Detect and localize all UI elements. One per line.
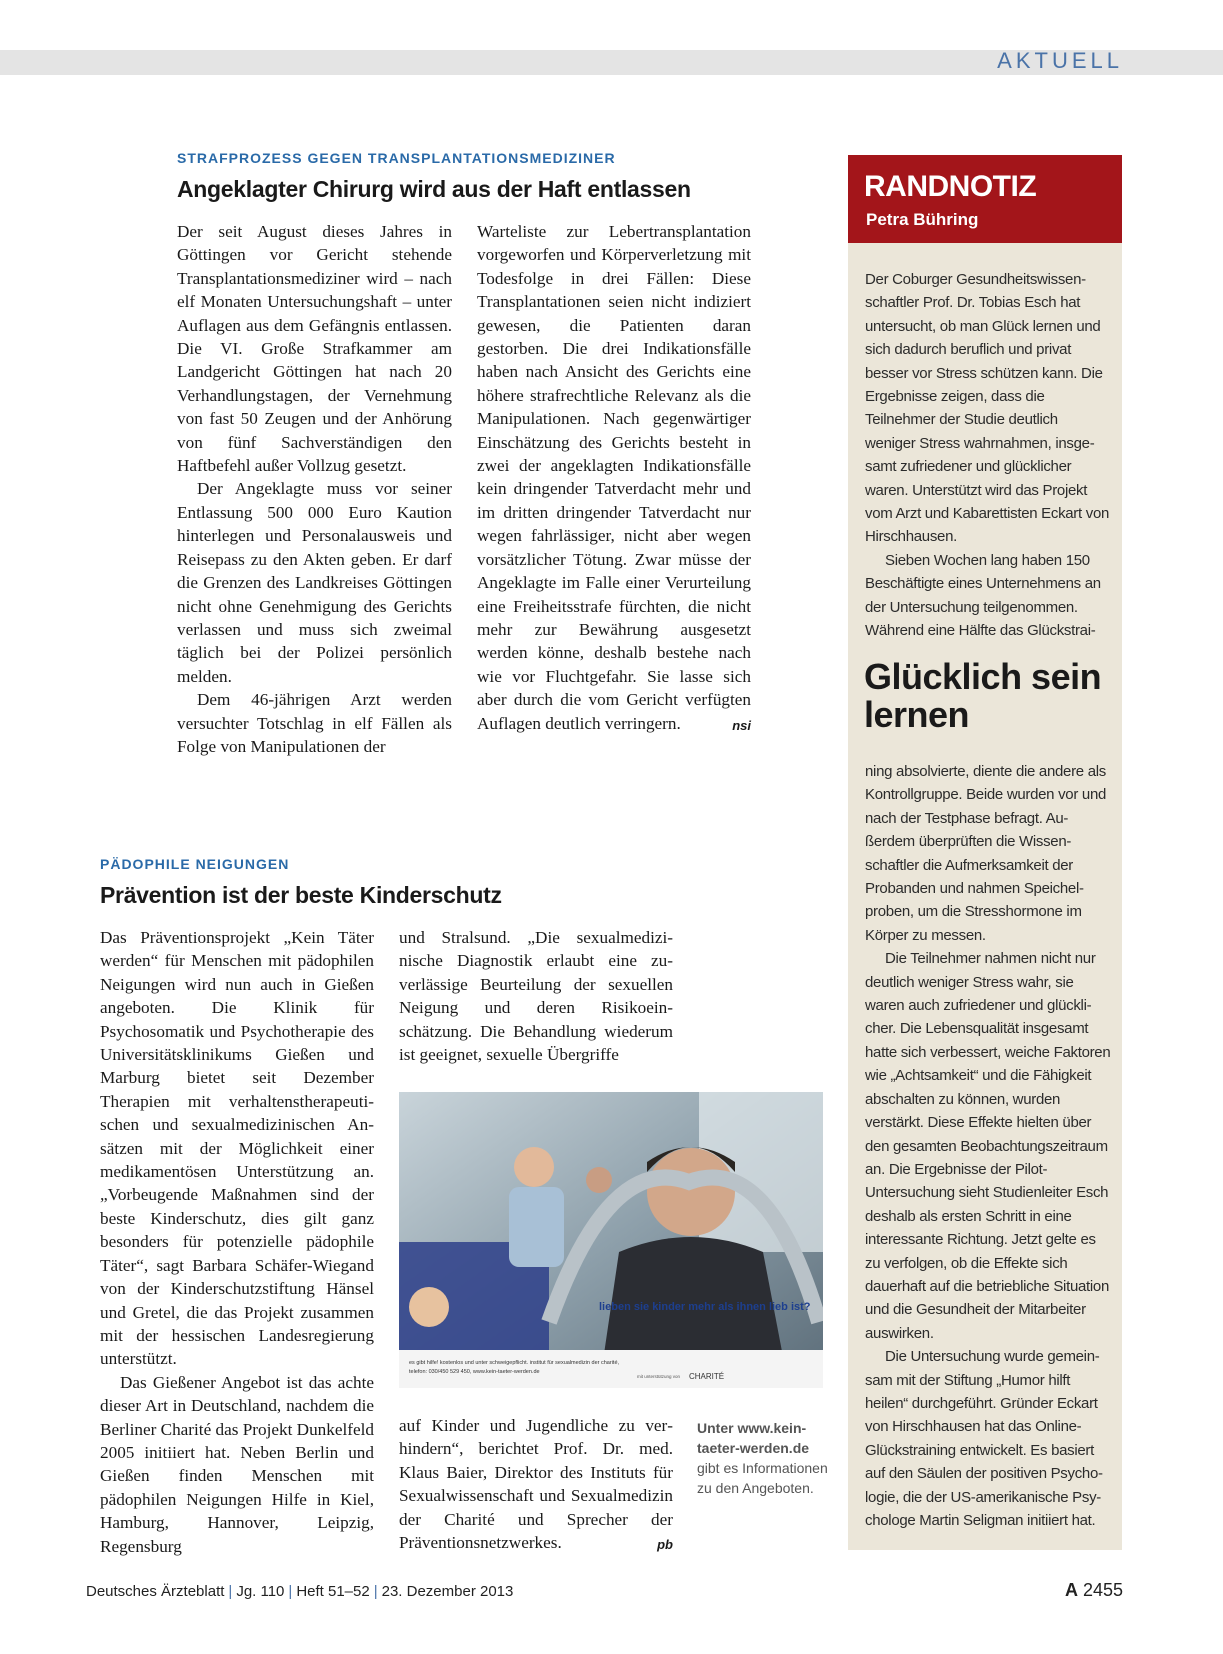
randnotiz-paragraph: Die Untersuchung wurde gemeinsam mit der Stiftung „Humor hilft heilen“ durchgeführt. Gründer Eckart von Hirschhausen hat das Online-Glückstraining entwickelt. Es basiert auf den Säulen der positiven Psychologie, die der US-amerikanische Psychologe Martin Seligman initiiert hat. (865, 1348, 1103, 1529)
article1-column-1 (177, 220, 452, 758)
article2-paragraph: Das Präventionsprojekt „Kein Täter werden“ für Menschen mit pädophilen Neigungen wird nun auch in Gießen angeboten. Die Klinik für Psychosomatik und Psychotherapie des Universitätsklinikums Gießen und Marburg bietet seit Dezember Therapien mit verhaltenstherapeutischen und sexualmedizinischen Ansätzen mit der Möglichkeit einer medikamentösen Unterstützung an. „Vorbeugende Maßnahmen sind der beste Kinderschutz, dies gilt ganz besonders für potenzielle pädophile Täter“, sagt Barbara Schäfer-Wiegand von der Kinderschutzstiftung Hänsel und Gretel, die das Projekt zusammen mit der hessischen Landesregierung unterstützt. (100, 928, 374, 1369)
article2-column-1 (100, 926, 374, 1558)
footer-journal: Deutsches Ärzteblatt (86, 1583, 225, 1600)
randnotiz-title: RANDNOTIZ (864, 170, 1037, 203)
child-shirt (509, 1187, 564, 1267)
randnotiz-text-top (865, 268, 1111, 643)
campaign-photo-illustration (399, 1092, 823, 1388)
page-number-value: 2455 (1082, 1580, 1123, 1600)
article1-kicker: STRAFPROZESS GEGEN TRANSPLANTATIONSMEDIZINER (177, 150, 616, 166)
charite-logo: CHARITÉ (689, 1372, 725, 1381)
randnotiz-paragraph: ning absolvierte, diente die andere als Kontrollgruppe. Beide wurden vor und nach der Testphase befragt. Außerdem überprüften die Wissenschaftler die Aufmerksamkeit der Probanden und nahmen Speichelproben, um die Stresshormone im Körper zu messen. (865, 763, 1107, 944)
girl-head (409, 1287, 449, 1327)
photo-caption (697, 1418, 837, 1498)
footer-volume: Jg. 110 (236, 1583, 285, 1600)
article1-paragraph: Der seit August dieses Jahres in Göttingen vor Gericht stehende Transplantationsmediziner wird – nach elf Monaten Untersuchungshaft – unter Auflagen aus dem Gefängnis entlassen. Die VI. Große Strafkammer am Landgericht Göttingen hat nach 20 Verhandlungstagen, der Vernehmung von fast 50 Zeugen und der Anhörung von fünf Sachverständigen den Haftbefehl außer Vollzug gesetzt. (177, 222, 452, 476)
caption-link[interactable]: Unter www.keintaeter-werden.de (697, 1420, 810, 1456)
caption-text: gibt es Informationen zu den Angeboten. (697, 1460, 828, 1496)
page-prefix: A (1064, 1580, 1078, 1600)
poster-small-text-1: es gibt hilfe! kostenlos und unter schweigepflicht. institut für sexualmedizin der charité, (409, 1360, 620, 1366)
randnotiz-text-bottom (865, 760, 1111, 1532)
section-label: AKTUELL (997, 48, 1123, 73)
article2-column-2-bottom (399, 1414, 673, 1556)
article2-paragraph: und Stralsund. „Die sexualmedizinische Diagnostik erlaubt eine zuverlässige Beurteilung der sexuellen Neigung und deren Risikoeinschätzung. Die Behandlung wiederum ist geeignet, sexuelle Übergriffe (399, 928, 673, 1065)
poster-slogan: lieben sie kinder mehr als ihnen lieb ist? (599, 1301, 811, 1313)
article1-paragraph: Dem 46-jährigen Arzt werden versuchter Totschlag in elf Fällen als Folge von Manipulationen der (177, 690, 452, 756)
child-head (514, 1147, 554, 1187)
randnotiz-paragraph: Der Coburger Gesundheitswissenschaftler Prof. Dr. Tobias Esch hat untersucht, ob man Glück lernen und sich dadurch beruflich und privat besser vor Stress schützen kann. Die Ergebnisse zeigen, dass die Teilnehmer der Studie deutlich weniger Stress wahrnahmen, insgesamt zufriedener und glücklicher waren. Unterstützt wird das Projekt vom Arzt und Kabarettisten Eckart von Hirschhausen. (865, 271, 1110, 546)
randnotiz-paragraph: Die Teilnehmer nahmen nicht nur deutlich weniger Stress wahr, sie waren auch zufriedener und glücklicher. Die Lebensqualität insgesamt hatte sich verbessert, weiche Faktoren wie „Achtsamkeit“ und die Fähigkeit abschalten zu können, wurden verstärkt. Diese Effekte hielten über den gesamten Beobachtungszeitraum an. Die Ergebnisse der Pilot-Untersuchung sieht Studienleiter Esch deshalb als ersten Schritt in eine interessante Richtung. Jetzt gelte es zu verfolgen, ob die Effekte sich dauerhaft auf die betriebliche Situation und die Gesundheit der Mitarbeiter auswirken. (865, 950, 1111, 1342)
page-number (1065, 1580, 1123, 1601)
article1-column-2 (477, 220, 751, 737)
article1-headline: Angeklagter Chirurg wird aus der Haft entlassen (177, 176, 691, 202)
article2-paragraph: auf Kinder und Jugendliche zu verhindern“, berichtet Prof. Dr. med. Klaus Baier, Direktor des Instituts für Sexualwissenschaft und Sexualmedizin der Charité und Sprecher der Präventionsnetzwerkes. (399, 1416, 673, 1553)
woman-head (586, 1167, 612, 1193)
poster-logo-prefix: mit unterstützung von (637, 1374, 681, 1379)
randnotiz-headline: Glücklich sein lernen (864, 656, 1102, 735)
article1-paragraph: Warteliste zur Lebertransplantation vorgeworfen und Körperverletzung mit Todesfolge in drei Fällen: Diese Transplantationen seien nicht indiziert gewesen, die Patienten daran gestorben. Die drei Indikationsfälle haben nach Ansicht des Gerichts eine höhere strafrechtliche Relevanz als die Manipulationen. Nach gegenwärtiger Einschätzung des Gerichts besteht in zwei der angeklagten Indikationsfälle kein dringender Tatverdacht mehr und im dritten dringender Tatverdacht nur wegen fahrlässiger, nicht aber wegen vorsätzlicher Tötung. Zwar müsse der Angeklagte im Falle einer Verurteilung eine Freiheitsstrafe fürchten, die nicht mehr zur Bewährung ausgesetzt werden könne, deshalb bestehe nach wie vor Fluchtgefahr. Sie lasse sich aber durch die vom Gericht verfügten Auflagen deutlich verringern. (477, 222, 751, 733)
footer-separator: | (373, 1583, 378, 1600)
article1-signature: nsi (732, 717, 751, 733)
campaign-photo (399, 1092, 823, 1388)
article2-signature: pb (657, 1537, 673, 1553)
randnotiz-paragraph: Sieben Wochen lang haben 150 Beschäftigte eines Unternehmens an der Untersuchung teilgenommen. Während eine Hälfte das Glückstrai- (865, 551, 1101, 640)
footer-separator: | (228, 1583, 233, 1600)
footer-separator: | (288, 1583, 293, 1600)
randnotiz-author: Petra Bühring (866, 210, 979, 229)
article2-kicker: PÄDOPHILE NEIGUNGEN (100, 856, 290, 872)
man-head (647, 1148, 735, 1236)
article2-headline: Prävention ist der beste Kinderschutz (100, 882, 502, 908)
article1-paragraph: Der Angeklagte muss vor seiner Entlassung 500 000 Euro Kaution hinterlegen und Personalausweis und Reisepass zu den Akten geben. Er darf die Grenzen des Landkreises Göttingen nicht ohne Genehmigung des Gerichts verlassen und muss sich zweimal täglich bei der Polizei persönlich melden. (177, 479, 452, 686)
article2-column-2-top (399, 926, 673, 1066)
footer-issue: Heft 51–52 (296, 1583, 370, 1600)
footer-date: 23. Dezember 2013 (381, 1583, 514, 1600)
article2-paragraph: Das Gießener Angebot ist das achte dieser Art in Deutschland, nachdem die Berliner Charité das Projekt Dunkelfeld 2005 initiiert hat. Neben Berlin und Gießen finden Menschen mit pädophilen Neigungen Hilfe in Kiel, Hamburg, Hannover, Leipzig, Regensburg (100, 1372, 374, 1556)
poster-small-text-2: telefon: 030/450 529 450, www.kein-taeter-werden.de (409, 1369, 540, 1375)
footer-citation (86, 1583, 513, 1600)
